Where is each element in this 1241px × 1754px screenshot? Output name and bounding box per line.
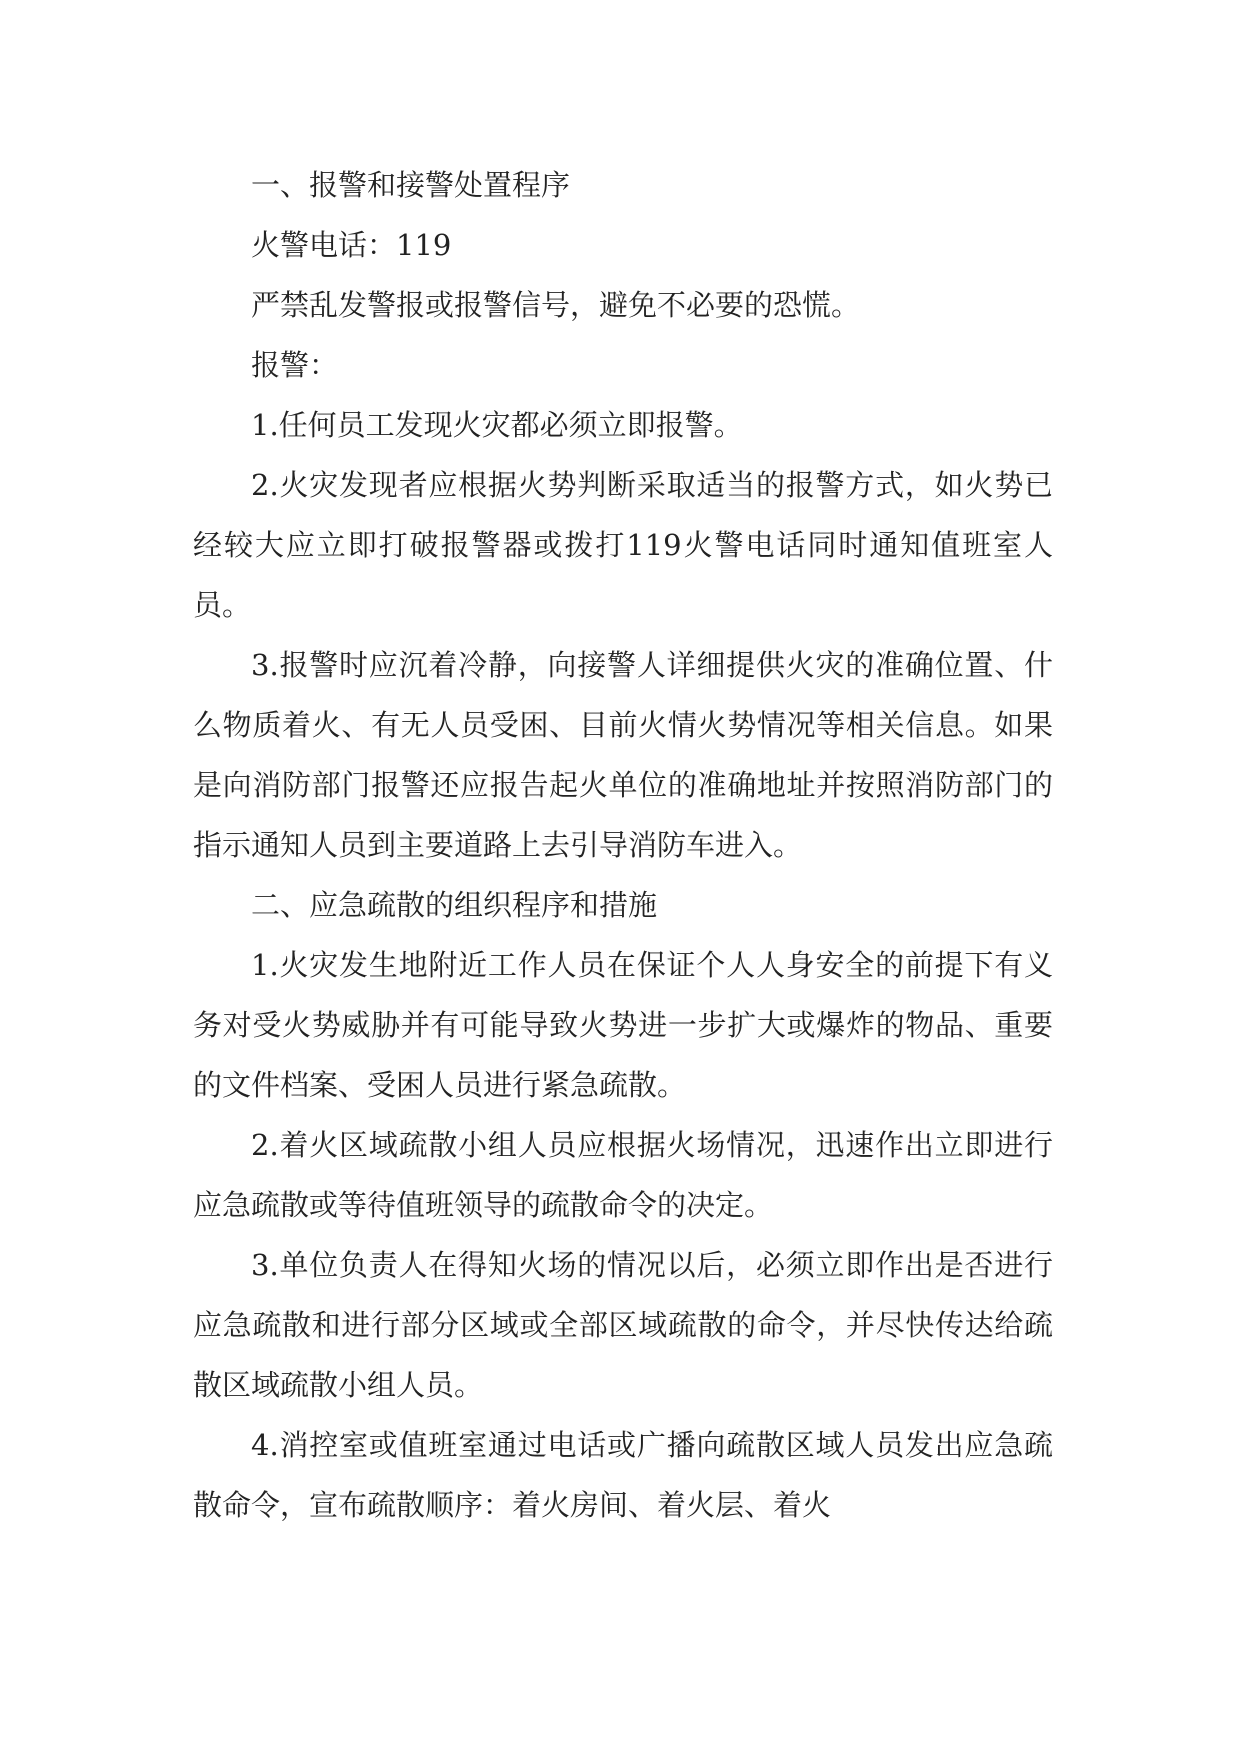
list-item: 1.火灾发生地附近工作人员在保证个人人身安全的前提下有义务对受火势威胁并有可能导致火势进一步扩大或爆炸的物品、重要的文件档案、受困人员进行紧急疏散。 [193, 948, 1053, 1102]
fire-phone-line: 火警电话：119 [251, 228, 452, 262]
list-item: 3.报警时应沉着冷静，向接警人详细提供火灾的准确位置、什么物质着火、有无人员受困、目前火情火势情况等相关信息。如果是向消防部门报警还应报告起火单位的准确地址并按照消防部门的指示通知人员到主要道路上去引导消防车进入。 [193, 648, 1053, 862]
paragraph: 严禁乱发警报或报警信号，避免不必要的恐慌。 [251, 288, 861, 322]
document-body [193, 155, 1053, 1535]
section-heading-alarm: 一、报警和接警处置程序 [251, 168, 571, 202]
list-item: 2.着火区域疏散小组人员应根据火场情况，迅速作出立即进行应急疏散或等待值班领导的疏散命令的决定。 [193, 1128, 1053, 1222]
section-heading-evacuation: 二、应急疏散的组织程序和措施 [251, 888, 658, 922]
list-item: 2.火灾发现者应根据火势判断采取适当的报警方式，如火势已经较大应立即打破报警器或拨打119火警电话同时通知值班室人员。 [193, 468, 1053, 622]
list-item: 3.单位负责人在得知火场的情况以后，必须立即作出是否进行应急疏散和进行部分区域或全部区域疏散的命令，并尽快传达给疏散区域疏散小组人员。 [193, 1248, 1053, 1402]
list-item: 4.消控室或值班室通过电话或广播向疏散区域人员发出应急疏散命令，宣布疏散顺序：着火房间、着火层、着火 [193, 1428, 1053, 1522]
subheading-alarm: 报警： [251, 348, 339, 382]
list-item: 1.任何员工发现火灾都必须立即报警。 [251, 408, 743, 442]
